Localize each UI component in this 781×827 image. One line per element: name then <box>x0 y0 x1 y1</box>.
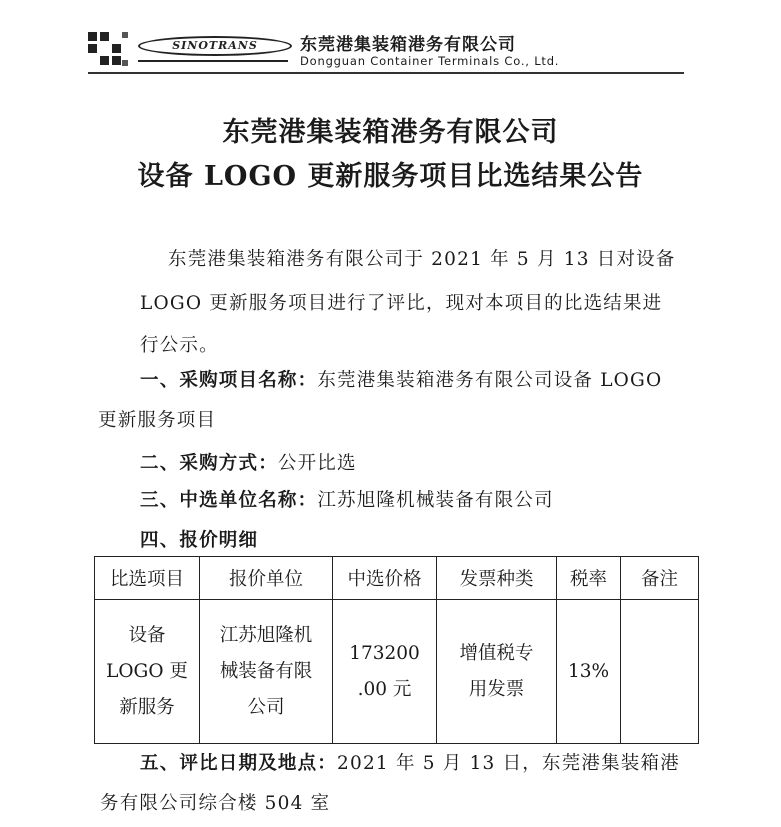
section-3 <box>140 486 554 512</box>
section-1-label: 一、采购项目名称： <box>140 370 318 391</box>
document-title-line2: 设备 LOGO 更新服务项目比选结果公告 <box>137 161 644 192</box>
cell-invoice: 增值税专 用发票 <box>437 600 557 744</box>
letterhead <box>88 26 688 74</box>
header-invoice: 发票种类 <box>437 557 557 600</box>
header-tax-rate: 税率 <box>557 557 621 600</box>
section-2 <box>140 449 357 475</box>
intro-line-2: LOGO 更新服务项目进行了评比，现对本项目的比选结果进 <box>140 293 663 314</box>
company-emblem-icon <box>88 30 130 70</box>
section-5 <box>140 749 680 775</box>
section-1 <box>140 366 662 392</box>
company-name-en: Dongguan Container Terminals Co., Ltd. <box>300 54 560 68</box>
sinotrans-logo: SINOTRANS <box>138 36 292 56</box>
table-header-row <box>95 557 699 600</box>
cell-bidder: 江苏旭隆机 械装备有限 公司 <box>200 600 333 744</box>
section-4-label: 四、报价明细 <box>140 530 259 551</box>
section-1-value-cont: 更新服务项目 <box>98 410 217 431</box>
section-2-label: 二、采购方式： <box>140 453 278 474</box>
quote-table <box>94 556 699 744</box>
intro-line-1: 东莞港集装箱港务有限公司于 2021 年 5 月 13 日对设备 <box>168 249 676 270</box>
company-name-cn: 东莞港集装箱港务有限公司 <box>300 35 516 55</box>
cell-price: 173200 .00 元 <box>333 600 437 744</box>
letterhead-divider <box>88 72 684 74</box>
table-row <box>95 600 699 744</box>
section-2-value: 公开比选 <box>277 453 357 474</box>
intro-line-3: 行公示。 <box>140 335 219 356</box>
cell-remark <box>621 600 699 744</box>
header-price: 中选价格 <box>333 557 437 600</box>
header-bidder: 报价单位 <box>200 557 333 600</box>
cell-tax-rate: 13% <box>557 600 621 744</box>
logo-underline <box>138 60 288 62</box>
document-title-line1: 东莞港集装箱港务有限公司 <box>222 117 559 148</box>
section-1-value: 东莞港集装箱港务有限公司设备 LOGO <box>317 370 663 391</box>
header-project: 比选项目 <box>95 557 200 600</box>
section-3-label: 三、中选单位名称： <box>140 490 318 511</box>
cell-project: 设备 LOGO 更 新服务 <box>95 600 200 744</box>
section-5-value-cont: 务有限公司综合楼 504 室 <box>100 793 331 814</box>
section-3-value: 江苏旭隆机械装备有限公司 <box>317 490 554 511</box>
section-5-label: 五、评比日期及地点： <box>140 753 338 774</box>
header-remark: 备注 <box>621 557 699 600</box>
section-5-value: 2021 年 5 月 13 日，东莞港集装箱港 <box>337 753 680 774</box>
